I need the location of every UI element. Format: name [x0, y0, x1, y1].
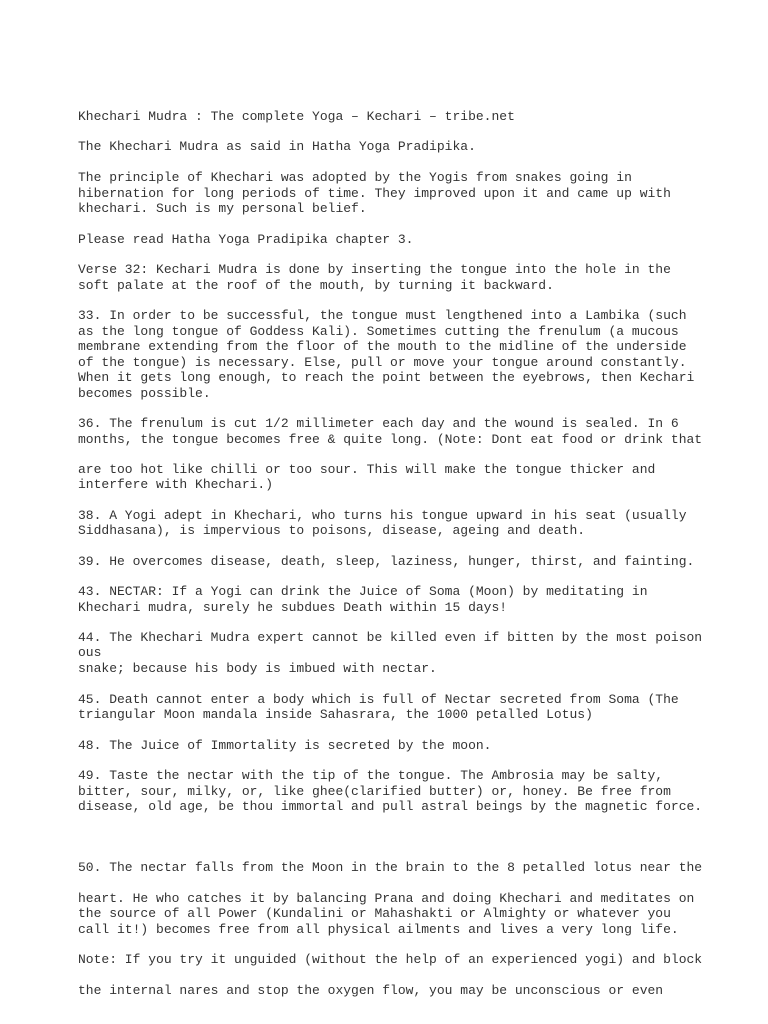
document-title: Khechari Mudra : The complete Yoga – Kechari – tribe.net [78, 109, 515, 124]
text-line: 43. NECTAR: If a Yogi can drink the Juice of Soma (Moon) by meditating in [78, 584, 648, 599]
text-line: 38. A Yogi adept in Khechari, who turns his tongue upward in his seat (usually [78, 508, 687, 523]
text-line: 48. The Juice of Immortality is secreted by the moon. [78, 738, 492, 753]
text-line: becomes possible. [78, 386, 211, 401]
text-line: months, the tongue becomes free & quite long. (Note: Dont eat food or drink that [78, 432, 703, 447]
text-line: The principle of Khechari was adopted by the Yogis from snakes going in [78, 170, 632, 185]
text-line: 45. Death cannot enter a body which is full of Nectar secreted from Soma (The [78, 692, 679, 707]
text-line: Note: If you try it unguided (without the help of an experienced yogi) and block [78, 952, 703, 967]
text-line: heart. He who catches it by balancing Prana and doing Khechari and meditates on [78, 891, 695, 906]
text-line: as the long tongue of Goddess Kali). Sometimes cutting the frenulum (a mucous [78, 324, 679, 339]
text-line: The Khechari Mudra as said in Hatha Yoga Pradipika. [78, 139, 476, 154]
text-line: 44. The Khechari Mudra expert cannot be killed even if bitten by the most poison [78, 630, 703, 645]
text-line: snake; because his body is imbued with nectar. [78, 661, 437, 676]
text-line: khechari. Such is my personal belief. [78, 201, 367, 216]
text-line: are too hot like chilli or too sour. This will make the tongue thicker and [78, 462, 656, 477]
text-line: When it gets long enough, to reach the point between the eyebrows, then Kechari [78, 370, 695, 385]
text-line: the source of all Power (Kundalini or Mahashakti or Almighty or whatever you [78, 906, 671, 921]
text-line: hibernation for long periods of time. They improved upon it and came up with [78, 186, 671, 201]
text-line: 50. The nectar falls from the Moon in the brain to the 8 petalled lotus near the [78, 860, 703, 875]
text-line: soft palate at the roof of the mouth, by turning it backward. [78, 278, 554, 293]
text-line: Khechari mudra, surely he subdues Death within 15 days! [78, 600, 508, 615]
text-line: triangular Moon mandala inside Sahasrara, the 1000 petalled Lotus) [78, 707, 593, 722]
text-line: disease, old age, be thou immortal and pull astral beings by the magnetic force. [78, 799, 703, 814]
text-line: bitter, sour, milky, or, like ghee(clarified butter) or, honey. Be free from [78, 784, 671, 799]
text-line: interfere with Khechari.) [78, 477, 274, 492]
text-line: Please read Hatha Yoga Pradipika chapter 3. [78, 232, 414, 247]
text-line: the internal nares and stop the oxygen flow, you may be unconscious or even [78, 983, 664, 998]
text-line: 36. The frenulum is cut 1/2 millimeter each day and the wound is sealed. In 6 [78, 416, 679, 431]
text-line: of the tongue) is necessary. Else, pull or move your tongue around constantly. [78, 355, 687, 370]
text-line: Siddhasana), is impervious to poisons, disease, ageing and death. [78, 523, 586, 538]
text-line: 33. In order to be successful, the tongue must lengthened into a Lambika (such [78, 308, 687, 323]
text-line: Verse 32: Kechari Mudra is done by inserting the tongue into the hole in the [78, 262, 671, 277]
text-line: membrane extending from the floor of the mouth to the midline of the underside [78, 339, 687, 354]
text-line: ous [78, 645, 102, 660]
text-line: call it!) becomes free from all physical ailments and lives a very long life. [78, 922, 679, 937]
text-line: 39. He overcomes disease, death, sleep, laziness, hunger, thirst, and fainting. [78, 554, 695, 569]
text-line: 49. Taste the nectar with the tip of the tongue. The Ambrosia may be salty, [78, 768, 664, 783]
